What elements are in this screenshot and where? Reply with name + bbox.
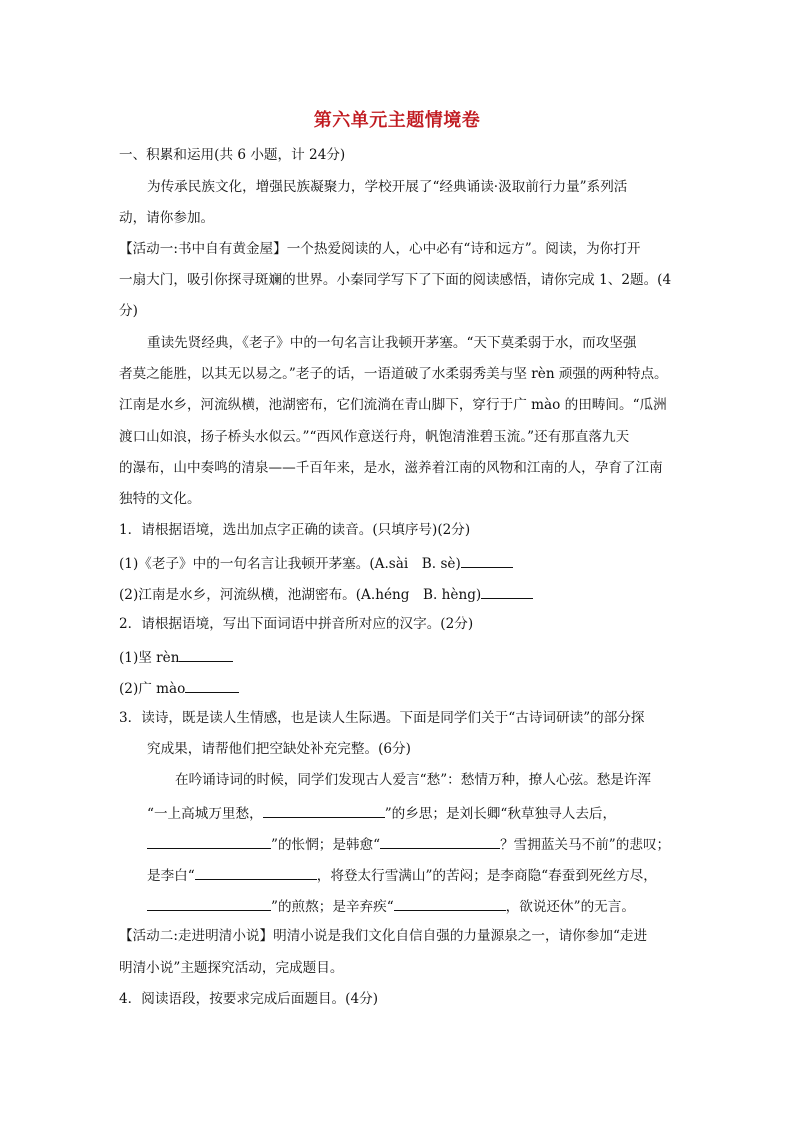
- page-title: 第六单元主题情境卷: [313, 110, 481, 131]
- question3-text-line1: 在吟诵诗词的时候，同学们发现古人爱言“愁”：愁情万种，撩人心弦。愁是许浑: [175, 772, 652, 788]
- poem-fragment: ”的乡思；是刘长卿“秋草独寻人去后，: [384, 806, 617, 822]
- question1-stem: 1．请根据语境，选出加点字正确的读音。(只填序号)(2分): [119, 522, 471, 538]
- poem-fragment: ”的怅惘；是韩愈“: [271, 837, 381, 853]
- poem-fragment: 是李白“: [147, 868, 195, 884]
- answer-blank[interactable]: [179, 647, 233, 662]
- passage-line2: 者莫之能胜，以其无以易之。”老子的话，一语道破了水柔弱秀美与坚 rèn 顽强的两种特点。: [119, 366, 668, 382]
- question2-item1-text: (1)坚 rèn: [119, 650, 180, 666]
- question3-stem-line2: 究成果，请帮他们把空缺处补充完整。(6分): [147, 741, 411, 757]
- question2-item2-text: (2)广 mào: [119, 681, 186, 697]
- passage-line5: 的瀑布，山中奏鸣的清泉——千百年来，是水，滋养着江南的风物和江南的人，孕育了江南: [119, 460, 663, 476]
- poem-fragment: “一上高城万里愁，: [147, 806, 263, 822]
- question2-stem: 2．请根据语境，写出下面词语中拼音所对应的汉字。(2分): [119, 616, 474, 632]
- passage-line3: 江南是水乡，河流纵横，池湖密布，它们流淌在青山脚下，穿行于广 mào 的田畴间。“瓜洲: [119, 397, 667, 413]
- poem-blank-2[interactable]: [147, 834, 271, 849]
- question3-text-line3: [147, 834, 707, 854]
- poem-blank-4[interactable]: [195, 865, 317, 880]
- question3-text-line2: [147, 803, 707, 823]
- question2-item2: [119, 678, 679, 698]
- passage-line1: 重读先贤经典，《老子》中的一句名言让我顿开茅塞。“天下莫柔弱于水，而攻坚强: [147, 335, 637, 351]
- question1-item2-text: (2)江南是水乡，河流纵横，池湖密布。(A.héng B. hèng): [119, 587, 482, 603]
- question3-stem-line1: 3．读诗，既是读人生情感，也是读人生际遇。下面是同学们关于“古诗词研读”的部分探: [119, 710, 645, 726]
- activity1-line3: 分): [119, 303, 138, 319]
- section-intro-line2: 动，请你参加。: [119, 210, 215, 226]
- section-heading: 一、积累和运用(共 6 小题，计 24分): [119, 147, 346, 163]
- question1-item2: [119, 584, 679, 604]
- activity1-line2: 一扇大门，吸引你探寻斑斓的世界。小秦同学写下了下面的阅读感悟，请你完成 1、2题。(4: [119, 272, 672, 288]
- activity1-line1: 【活动一:书中自有黄金屋】一个热爱阅读的人，心中必有“诗和远方”。阅读，为你打开: [119, 241, 641, 257]
- answer-blank[interactable]: [185, 678, 239, 693]
- poem-blank-1[interactable]: [263, 803, 385, 818]
- poem-blank-5[interactable]: [147, 896, 271, 911]
- passage-line6: 独特的文化。: [119, 491, 201, 507]
- poem-fragment: ，欲说还休”的无言。: [505, 899, 635, 915]
- question3-text-line4: [147, 865, 707, 885]
- poem-fragment: ”的煎熬；是辛弃疾“: [271, 899, 394, 915]
- answer-blank[interactable]: [481, 584, 533, 599]
- activity2-line1: 【活动二:走进明清小说】明清小说是我们文化自信自强的力量源泉之一，请你参加“走进: [119, 928, 648, 944]
- section-intro-line1: 为传承民族文化，增强民族凝聚力，学校开展了“经典诵读·汲取前行力量”系列活: [147, 179, 628, 195]
- question1-item1-text: (1)《老子》中的一句名言让我顿开茅塞。(A.sài B. sè): [119, 556, 461, 572]
- question2-item1: [119, 647, 679, 667]
- poem-blank-6[interactable]: [394, 896, 506, 911]
- question3-text-line5: [147, 896, 707, 916]
- question1-item1: [119, 553, 679, 573]
- poem-fragment: ，将登太行雪满山”的苦闷；是李商隐“春蚕到死丝方尽，: [316, 868, 657, 884]
- poem-blank-3[interactable]: [380, 834, 500, 849]
- activity2-line2: 明清小说”主题探究活动，完成题目。: [119, 960, 344, 976]
- passage-line4: 渡口山如浪，扬子桥头水似云。”“西风作意送行舟，帆饱清淮碧玉流。”还有那直落九天: [119, 429, 630, 445]
- answer-blank[interactable]: [461, 553, 513, 568]
- question4-stem: 4．阅读语段，按要求完成后面题目。(4分): [119, 991, 378, 1007]
- poem-fragment: ？雪拥蓝关马不前”的悲叹；: [500, 837, 671, 853]
